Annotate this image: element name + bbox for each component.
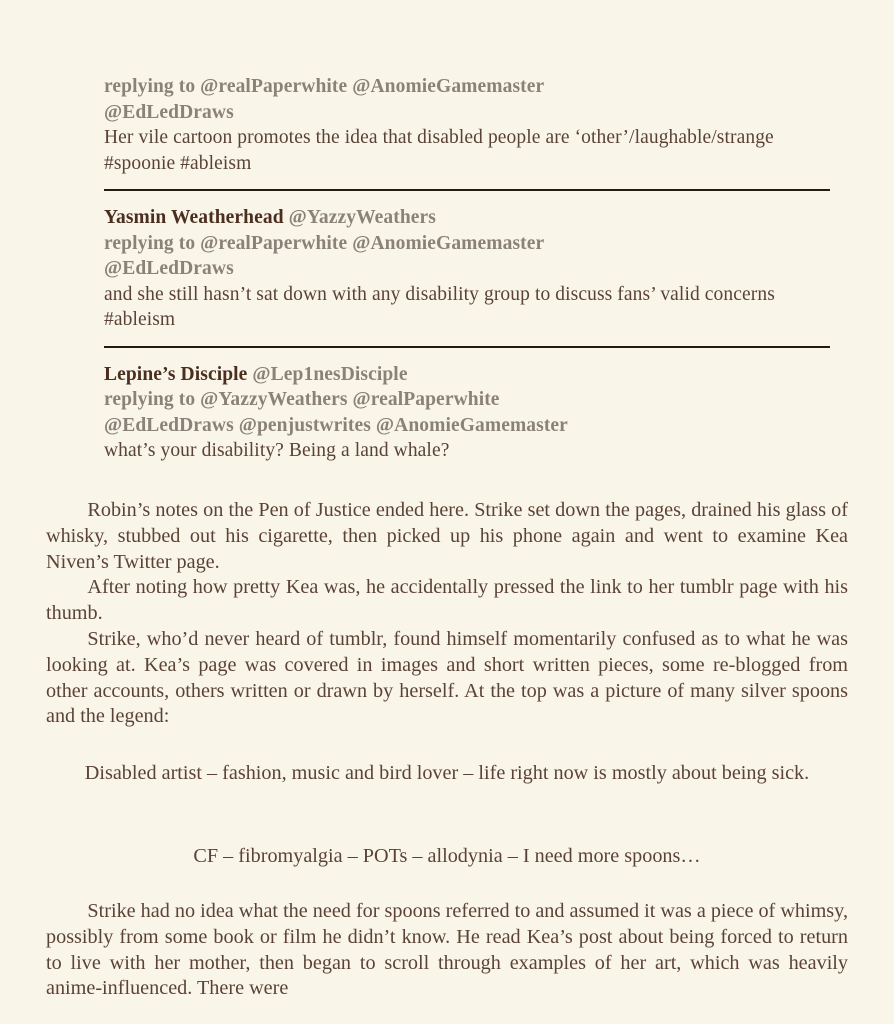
tweet-body: Her vile cartoon promotes the idea that disabled people are ‘other’/laughable/strange #spoonie #ableism <box>104 127 774 174</box>
tweet-replying-to-line-2: @EdLedDraws <box>104 258 234 279</box>
paragraph: Robin’s notes on the Pen of Justice ended here. Strike set down the pages, drained his glass of whisky, stubbed out his cigarette, then picked up his phone again and went to examine Kea Niven’s Twitter page. <box>46 499 848 573</box>
tumblr-legend-line-2: CF – fibromyalgia – POTs – allodynia – I need more spoons… <box>193 845 701 867</box>
tweet-author-name: Yasmin Weatherhead <box>104 207 284 228</box>
narrative-body-continued <box>46 899 848 1002</box>
tweet-item <box>104 74 830 176</box>
tweet-replying-to-line-1: replying to @realPaperwhite @AnomieGamemaster <box>104 232 545 254</box>
tweet-header <box>104 362 830 388</box>
tweet-author-handle[interactable]: @Lep1nesDisciple <box>252 363 408 385</box>
paragraph: Strike, who’d never heard of tumblr, found himself momentarily confused as to what he was looking at. Kea’s page was covered in images and short written pieces, some re-blogged from other accounts, others written or drawn by herself. At the top was a picture of many silver spoons and the legend: <box>46 627 848 728</box>
tweet-replying-to-line-2: @EdLedDraws <box>104 101 234 123</box>
tweet-replying-to-line-2: @EdLedDraws @penjustwrites @AnomieGamemaster <box>104 414 568 436</box>
tweet-body: what’s your disability? Being a land whale? <box>104 440 450 461</box>
tweet-author-name: Lepine’s Disciple <box>104 363 248 385</box>
tweet-thread <box>104 74 830 464</box>
tweet-item <box>104 189 830 333</box>
paragraph: Strike had no idea what the need for spoons referred to and assumed it was a piece of whimsy, possibly from some book or film he didn’t know. He read Kea’s post about being forced to return to live with her mother, then began to scroll through examples of her art, which was heavily anime-influenced. There were <box>46 900 848 1000</box>
paragraph: After noting how pretty Kea was, he accidentally pressed the link to her tumblr page with his thumb. <box>46 576 848 625</box>
tweet-replying-to-line-1: replying to @YazzyWeathers @realPaperwhite <box>104 389 500 410</box>
tweet-body: and she still hasn’t sat down with any disability group to discuss fans’ valid concerns #ableism <box>104 283 775 330</box>
tweet-header <box>104 205 830 231</box>
tweet-replying-to-line-1: replying to @realPaperwhite @AnomieGamemaster <box>104 76 545 97</box>
tumblr-legend-line-1: Disabled artist – fashion, music and bird lover – life right now is mostly about being sick. <box>84 762 810 784</box>
tweet-item <box>104 346 830 464</box>
tweet-author-handle[interactable]: @YazzyWeathers <box>288 207 436 228</box>
narrative-body <box>46 498 848 730</box>
